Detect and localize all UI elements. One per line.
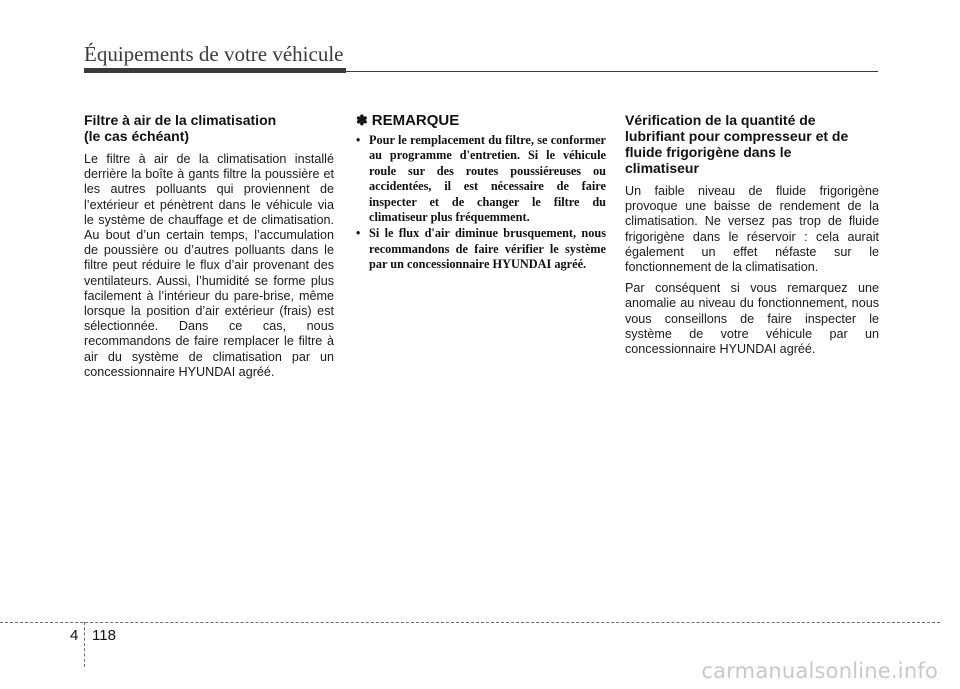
bullet-icon: • [356, 133, 361, 147]
footer-dashed-separator [84, 622, 85, 667]
remark-item-text: Pour le remplacement du filtre, se conformer au programme d'entretien. Si le véhicule roule sur des routes poussiéreuses ou accidentées, il est nécessaire de faire inspecter et de changer le filtre du climatiseur plus fréquemment. [369, 133, 606, 225]
air-filter-heading: Filtre à air de la climatisation (le cas échéant) [84, 112, 277, 144]
air-filter-paragraph: Le filtre à air de la climatisation installé derrière la boîte à gants filtre la poussière et les autres polluants qui proviennent de l’extérieur et pénètrent dans le véhicule via le système de chauffage et de climatisation. Au bout d’un certain temps, l’accumulation de poussière ou d’autres polluants dans le filtre peut réduire le flux d’air provenant des ventilateurs. Aussi, l’humidité se forme plus facilement à l’intérieur du pare-brise, même lorsque la position d’air extérieur (frais) est sélectionnée. Dans ce cas, nous recommandons de faire remplacer le filtre à air du système de climatisation par un concessionnaire HYUNDAI agréé. [84, 152, 334, 379]
chapter-number: 4 [70, 627, 79, 644]
watermark: carmanualsonline.info [701, 659, 938, 683]
column-remark [356, 112, 606, 274]
lubricant-check-heading: Vérification de la quantité de lubrifiant pour compresseur et de fluide frigorigène dans le climatiseur [625, 112, 849, 176]
lubricant-check-paragraph: Par conséquent si vous remarquez une anomalie au niveau du fonctionnement, nous vous conseillons de faire inspecter le système de votre véhicule par un concessionnaire HYUNDAI agréé. [625, 281, 879, 357]
remark-list [356, 133, 606, 273]
remark-item-text: Si le flux d'air diminue brusquement, nous recommandons de faire vérifier le système par un concessionnaire HYUNDAI agréé. [369, 226, 606, 272]
remark-item [356, 133, 606, 225]
page-header-title: Équipements de votre véhicule [84, 42, 344, 66]
remark-title: REMARQUE [371, 112, 460, 129]
column-air-filter [84, 112, 334, 386]
footer-dashed-rule [0, 622, 940, 623]
remark-title-row [356, 112, 606, 129]
asterisk-icon: ✽ [356, 112, 368, 128]
bullet-icon: • [356, 226, 361, 241]
lubricant-check-paragraph: Un faible niveau de fluide frigorigène provoque une baisse de rendement de la climatisation. Ne versez pas trop de fluide frigorigène dans le réservoir : cela aurait également un effet néfaste sur le fonctionnement de la climatisation. [625, 184, 879, 275]
header-rule-thin [84, 71, 878, 72]
page-number: 118 [92, 627, 116, 644]
column-lubricant-check [625, 112, 879, 363]
remark-item [356, 226, 606, 272]
